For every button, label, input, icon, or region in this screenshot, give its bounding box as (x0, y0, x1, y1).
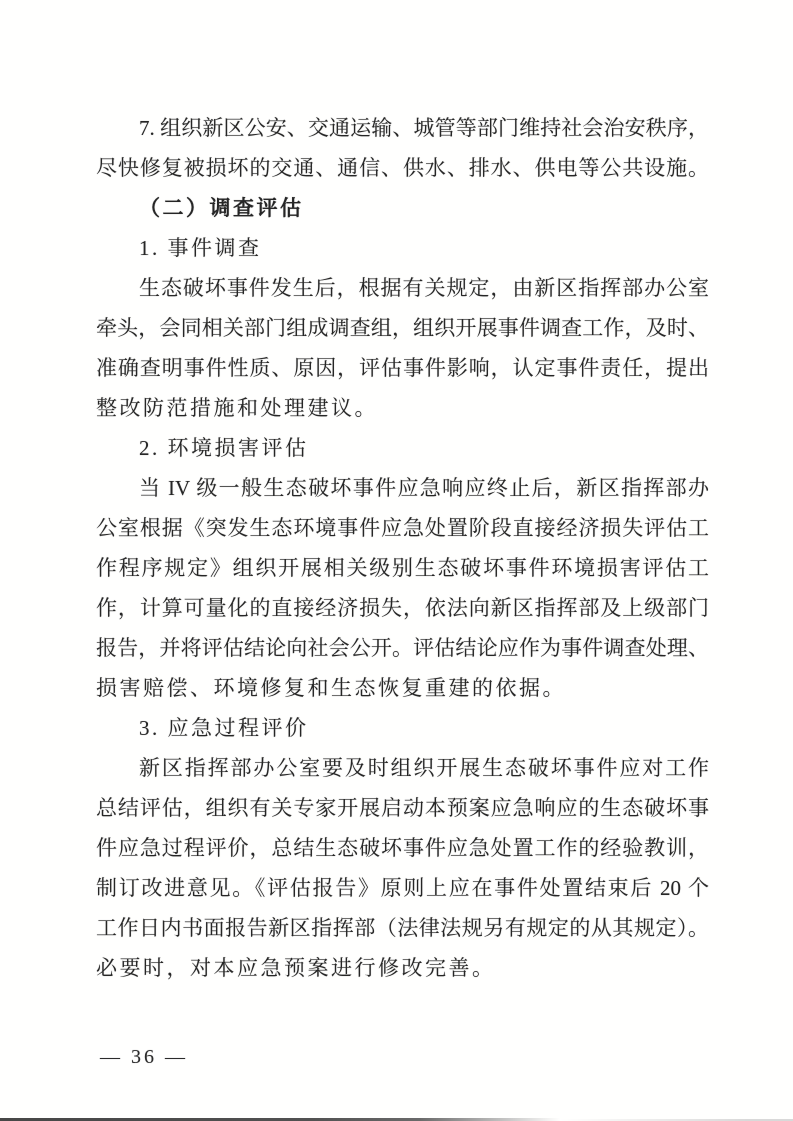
text-line: 总结评估，组织有关专家开展启动本预案应急响应的生态破坏事 (96, 796, 709, 820)
section-heading: （二）调查评估 (139, 196, 304, 220)
text-line: 3. 应急过程评价 (139, 716, 309, 740)
text-line: 报告，并将评估结论向社会公开。评估结论应作为事件调查处理、 (96, 636, 709, 660)
text-line: 尽快修复被损坏的交通、通信、供水、排水、供电等公共设施。 (96, 156, 709, 180)
text-content (96, 108, 709, 988)
text-line: 作，计算可量化的直接经济损失，依法向新区指挥部及上级部门 (96, 596, 709, 620)
text-line: 准确查明事件性质、原因，评估事件影响，认定事件责任，提出 (96, 356, 709, 380)
text-line: 制订改进意见。《评估报告》原则上应在事件处置结束后 20 个 (96, 876, 709, 900)
text-line: 1. 事件调查 (139, 236, 262, 260)
page-number: — 36 — (100, 1046, 188, 1068)
text-line: 公室根据《突发生态环境事件应急处置阶段直接经济损失评估工 (96, 516, 709, 540)
text-line: 整改防范措施和处理建议。 (96, 396, 378, 420)
text-line: 新区指挥部办公室要及时组织开展生态破坏事件应对工作 (139, 756, 709, 780)
text-line: 当 IV 级一般生态破坏事件应急响应终止后，新区指挥部办 (139, 476, 709, 500)
text-line: 生态破坏事件发生后，根据有关规定，由新区指挥部办公室 (139, 276, 709, 300)
text-line: 件应急过程评价，总结生态破坏事件应急处置工作的经验教训， (96, 836, 709, 860)
text-line: 2. 环境损害评估 (139, 436, 309, 460)
text-line: 必要时，对本应急预案进行修改完善。 (96, 956, 496, 980)
text-line: 7. 组织新区公安、交通运输、城管等部门维持社会治安秩序， (139, 116, 709, 140)
text-line: 工作日内书面报告新区指挥部（法律法规另有规定的从其规定）。 (96, 916, 709, 940)
text-line: 牵头，会同相关部门组成调查组，组织开展事件调查工作，及时、 (96, 316, 709, 340)
text-line: 损害赔偿、环境修复和生态恢复重建的依据。 (96, 676, 566, 700)
text-line: 作程序规定》组织开展相关级别生态破坏事件环境损害评估工 (96, 556, 709, 580)
